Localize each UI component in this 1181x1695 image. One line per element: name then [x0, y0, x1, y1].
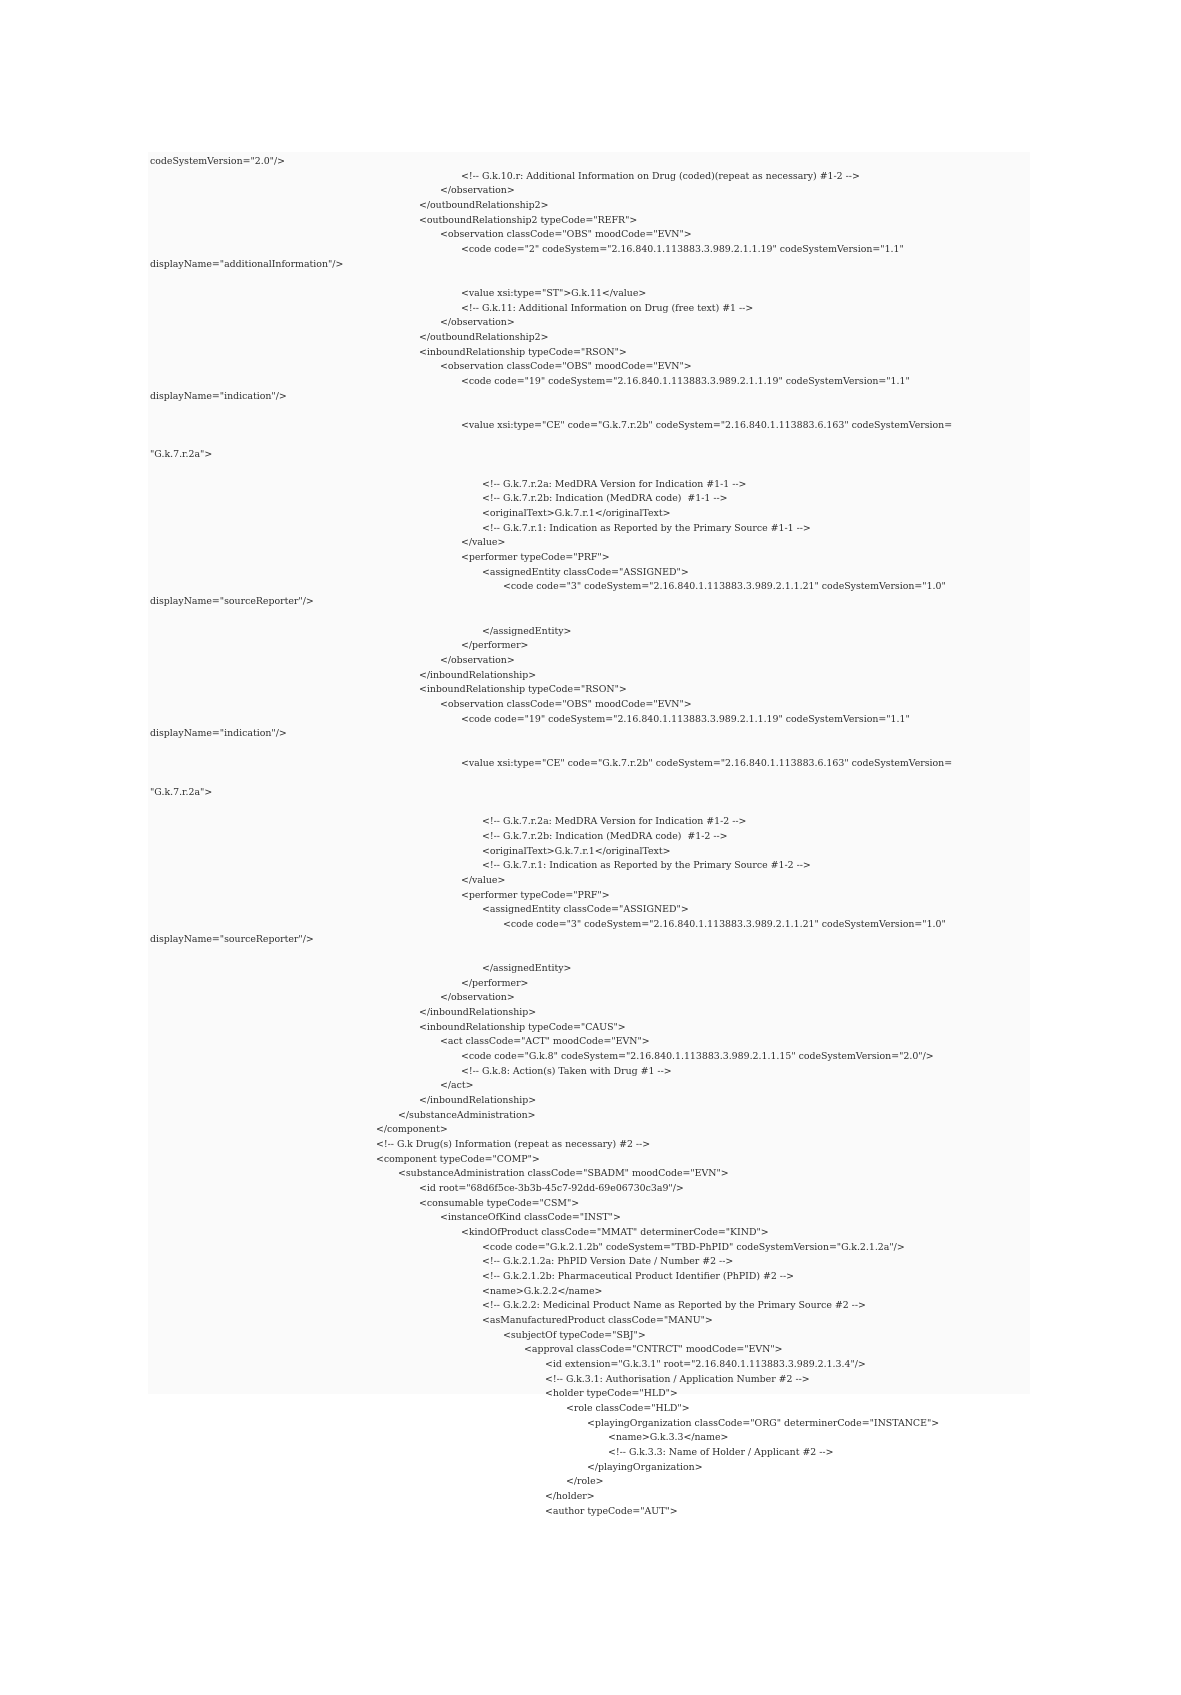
code-line: <!-- G.k.2.1.2b: Pharmaceutical Product Identifier (PhPID) #2 --> — [482, 1271, 794, 1283]
code-line: <performer typeCode="PRF"> — [461, 889, 610, 901]
code-line: <!-- G.k.7.r.2a: MedDRA Version for Indication #1-1 --> — [482, 478, 747, 490]
code-line: <observation classCode="OBS" moodCode="EVN"> — [440, 229, 692, 241]
code-line: displayName="additionalInformation"/> — [150, 258, 344, 270]
code-line: <!-- G.k.3.3: Name of Holder / Applicant #2 --> — [608, 1447, 834, 1459]
code-line: <!-- G.k.10.r: Additional Information on Drug (coded)(repeat as necessary) #1-2 --> — [461, 170, 860, 182]
code-line: <code code="G.k.2.1.2b" codeSystem="TBD-PhPID" codeSystemVersion="G.k.2.1.2a"/> — [482, 1241, 905, 1253]
code-line: "G.k.7.r.2a"> — [150, 449, 213, 461]
code-line: <code code="2" codeSystem="2.16.840.1.113883.3.989.2.1.1.19" codeSystemVersion="1.1" — [461, 244, 904, 256]
code-line: <outboundRelationship2 typeCode="REFR"> — [419, 214, 638, 226]
code-line: <code code="19" codeSystem="2.16.840.1.113883.3.989.2.1.1.19" codeSystemVersion="1.1" — [461, 713, 910, 725]
code-line: <inboundRelationship typeCode="RSON"> — [419, 684, 627, 696]
code-line: <performer typeCode="PRF"> — [461, 552, 610, 564]
code-line: <inboundRelationship typeCode="CAUS"> — [419, 1021, 626, 1033]
blank-line — [150, 947, 1030, 962]
code-line: </substanceAdministration> — [398, 1109, 536, 1121]
code-line: </assignedEntity> — [482, 625, 572, 637]
code-line: <!-- G.k.11: Additional Information on Drug (free text) #1 --> — [461, 302, 754, 314]
code-line: </value> — [461, 874, 506, 886]
code-line: <kindOfProduct classCode="MMAT" determinerCode="KIND"> — [461, 1227, 769, 1239]
code-line: <act classCode="ACT" moodCode="EVN"> — [440, 1036, 650, 1048]
code-line: <consumable typeCode="CSM"> — [419, 1197, 580, 1209]
blank-line — [150, 801, 1030, 816]
xml-code-block — [150, 155, 1030, 1519]
code-line: <inboundRelationship typeCode="RSON"> — [419, 346, 627, 358]
code-line: <playingOrganization classCode="ORG" determinerCode="INSTANCE"> — [587, 1417, 940, 1429]
code-line: <!-- G.k.2.1.2a: PhPID Version Date / Number #2 --> — [482, 1256, 734, 1268]
blank-line — [150, 434, 1030, 449]
code-line: displayName="sourceReporter"/> — [150, 933, 314, 945]
code-line: </outboundRelationship2> — [419, 200, 549, 212]
blank-line — [150, 272, 1030, 287]
code-line: </performer> — [461, 977, 529, 989]
code-line: <author typeCode="AUT"> — [545, 1505, 678, 1517]
code-line: <subjectOf typeCode="SBJ"> — [503, 1329, 646, 1341]
code-line: </performer> — [461, 640, 529, 652]
code-line: <id extension="G.k.3.1" root="2.16.840.1.113883.3.989.2.1.3.4"/> — [545, 1359, 866, 1371]
code-line: codeSystemVersion="2.0"/> — [150, 156, 286, 167]
code-line: <originalText>G.k.7.r.1</originalText> — [482, 508, 671, 520]
code-line: <observation classCode="OBS" moodCode="EVN"> — [440, 361, 692, 373]
code-line: <originalText>G.k.7.r.1</originalText> — [482, 845, 671, 857]
code-line: <value xsi:type="CE" code="G.k.7.r.2b" codeSystem="2.16.840.1.113883.6.163" codeSystemVersion= — [461, 757, 953, 769]
code-line: <assignedEntity classCode="ASSIGNED"> — [482, 904, 689, 916]
code-line: </outboundRelationship2> — [419, 332, 549, 344]
code-line: <!-- G.k.8: Action(s) Taken with Drug #1 --> — [461, 1065, 672, 1077]
blank-line — [150, 463, 1030, 478]
code-line: <name>G.k.3.3</name> — [608, 1432, 729, 1444]
blank-line — [150, 404, 1030, 419]
code-line: <assignedEntity classCode="ASSIGNED"> — [482, 566, 689, 578]
code-line: </inboundRelationship> — [419, 1095, 537, 1106]
code-line: <!-- G.k Drug(s) Information (repeat as necessary) #2 --> — [376, 1139, 651, 1151]
code-line: <!-- G.k.2.2: Medicinal Product Name as Reported by the Primary Source #2 --> — [482, 1300, 866, 1312]
code-line: <!-- G.k.7.r.1: Indication as Reported by the Primary Source #1-1 --> — [482, 522, 811, 534]
code-line: </assignedEntity> — [482, 962, 572, 974]
code-line: displayName="indication"/> — [150, 390, 287, 402]
code-line: <!-- G.k.7.r.2b: Indication (MedDRA code) #1-2 --> — [482, 830, 728, 842]
code-line: </inboundRelationship> — [419, 669, 537, 681]
code-line: <code code="19" codeSystem="2.16.840.1.113883.3.989.2.1.1.19" codeSystemVersion="1.1" — [461, 376, 910, 388]
code-line: <holder typeCode="HLD"> — [545, 1388, 678, 1400]
code-line: </observation> — [440, 185, 515, 197]
code-line: <approval classCode="CNTRCT" moodCode="EVN"> — [524, 1344, 783, 1356]
code-line: <name>G.k.2.2</name> — [482, 1285, 603, 1297]
code-line: </observation> — [440, 992, 515, 1004]
code-line: <!-- G.k.7.r.2b: Indication (MedDRA code) #1-1 --> — [482, 493, 728, 505]
code-line: displayName="sourceReporter"/> — [150, 596, 314, 608]
code-line: </holder> — [545, 1491, 595, 1503]
code-line: <value xsi:type="ST">G.k.11</value> — [461, 288, 647, 300]
code-line: <!-- G.k.7.r.2a: MedDRA Version for Indication #1-2 --> — [482, 816, 747, 828]
code-line: <asManufacturedProduct classCode="MANU"> — [482, 1315, 713, 1327]
code-line: </act> — [440, 1080, 474, 1092]
code-line: displayName="indication"/> — [150, 728, 287, 740]
code-line: <component typeCode="COMP"> — [376, 1153, 540, 1165]
code-line: </inboundRelationship> — [419, 1006, 537, 1018]
code-line: </observation> — [440, 654, 515, 666]
blank-line — [150, 771, 1030, 786]
code-line: <code code="G.k.8" codeSystem="2.16.840.1.113883.3.989.2.1.1.15" codeSystemVersion="2.0"/> — [461, 1050, 934, 1062]
code-line: "G.k.7.r.2a"> — [150, 786, 213, 798]
code-line: <instanceOfKind classCode="INST"> — [440, 1212, 621, 1224]
code-line: <code code="3" codeSystem="2.16.840.1.113883.3.989.2.1.1.21" codeSystemVersion="1.0" — [503, 581, 946, 593]
code-line: </component> — [376, 1124, 448, 1136]
code-line: <role classCode="HLD"> — [566, 1403, 690, 1415]
code-line: <substanceAdministration classCode="SBADM" moodCode="EVN"> — [398, 1168, 729, 1180]
code-line: <!-- G.k.7.r.1: Indication as Reported by the Primary Source #1-2 --> — [482, 860, 811, 872]
code-line: <code code="3" codeSystem="2.16.840.1.113883.3.989.2.1.1.21" codeSystemVersion="1.0" — [503, 918, 946, 930]
code-line: </role> — [566, 1476, 604, 1488]
blank-line — [150, 742, 1030, 757]
code-line: <value xsi:type="CE" code="G.k.7.r.2b" codeSystem="2.16.840.1.113883.6.163" codeSystemVersion= — [461, 420, 953, 432]
code-line: </observation> — [440, 317, 515, 329]
blank-line — [150, 610, 1030, 625]
code-line: <id root="68d6f5ce-3b3b-45c7-92dd-69e06730c3a9"/> — [419, 1183, 684, 1195]
code-line: <observation classCode="OBS" moodCode="EVN"> — [440, 698, 692, 710]
code-line: </value> — [461, 537, 506, 549]
code-line: </playingOrganization> — [587, 1461, 703, 1473]
code-line: <!-- G.k.3.1: Authorisation / Application Number #2 --> — [545, 1373, 810, 1385]
